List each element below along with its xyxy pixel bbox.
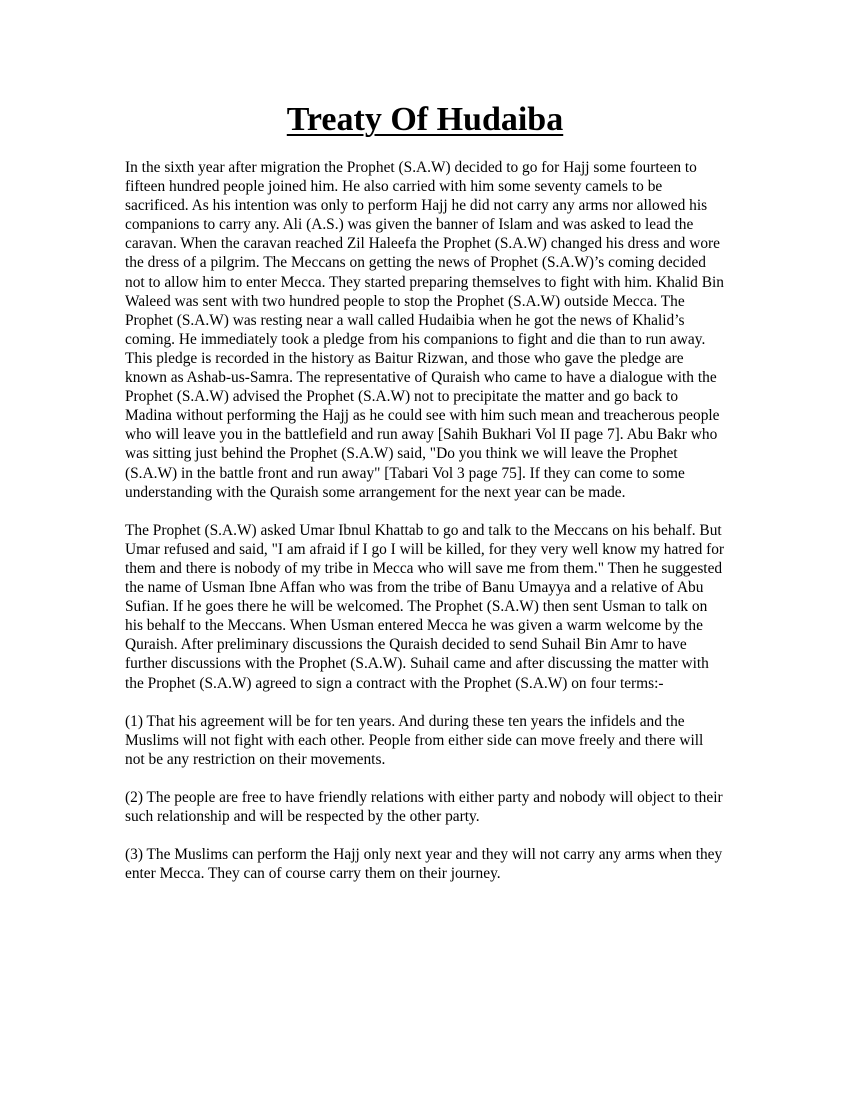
paragraph-term-2: (2) The people are free to have friendly relations with either party and nobody will object to their such relationship and will be respected by the other party. xyxy=(125,789,723,826)
paragraph-term-1: (1) That his agreement will be for ten years. And during these ten years the infidels and the Muslims will not fight with each other. People from either side can move freely and there will not be any restriction on their movements. xyxy=(125,712,704,768)
page-title: Treaty Of Hudaiba xyxy=(286,101,564,138)
paragraph-negotiation: The Prophet (S.A.W) asked Umar Ibnul Khattab to go and talk to the Meccans on his behalf. But Umar refused and said, "I am afraid if I go I will be killed, for they very well know my hatred for them and there is nobody of my tribe in Mecca who will save me from them." Then he suggested the name of Usman Ibne Affan who was from the tribe of Banu Umayya and a relative of Abu Sufian. If he goes there he will be welcomed. The Prophet (S.A.W) then sent Usman to talk on his behalf to the Meccans. When Usman entered Mecca he was given a warm welcome by the Quraish. After preliminary discussions the Quraish decided to send Suhail Bin Amr to have further discussions with the Prophet (S.A.W). Suhail came and after discussing the matter with the Prophet (S.A.W) agreed to sign a contract with the Prophet (S.A.W) on four terms:- xyxy=(125,521,725,692)
paragraph-term-3: (3) The Muslims can perform the Hajj only next year and they will not carry any arms when they enter Mecca. They can of course carry them on their journey. xyxy=(125,846,723,883)
paragraph-intro: In the sixth year after migration the Prophet (S.A.W) decided to go for Hajj some fourteen to fifteen hundred people joined him. He also carried with him some seventy camels to be sacrificed. As his intention was only to perform Hajj he did not carry any arms nor allowed his companions to carry any. Ali (A.S.) was given the banner of Islam and was asked to lead the caravan. When the caravan reached Zil Haleefa the Prophet (S.A.W) changed his dress and wore the dress of a pilgrim. The Meccans on getting the news of Prophet (S.A.W)’s coming decided not to allow him to enter Mecca. They started preparing themselves to fight with him. Khalid Bin Waleed was sent with two hundred people to stop the Prophet (S.A.W) outside Mecca. The Prophet (S.A.W) was resting near a wall called Hudaibia when he got the news of Khalid’s coming. He immediately took a pledge from his companions to fight and die than to run away. This pledge is recorded in the history as Baitur Rizwan, and those who gave the pledge are known as Ashab-us-Samra. The representative of Quraish who came to have a dialogue with the Prophet (S.A.W) advised the Prophet (S.A.W) not to precipitate the matter and go back to Madina without performing the Hajj as he could see with him such mean and treacherous people who will leave you in the battlefield and run away [Sahih Bukhari Vol II page 7]. Abu Bakr who was sitting just behind the Prophet (S.A.W) said, "Do you think we will leave the Prophet (S.A.W) in the battle front and run away" [Tabari Vol 3 page 75]. If they can come to some understanding with the Quraish some arrangement for the next year can be made. xyxy=(125,159,724,501)
document-body xyxy=(125,158,726,903)
